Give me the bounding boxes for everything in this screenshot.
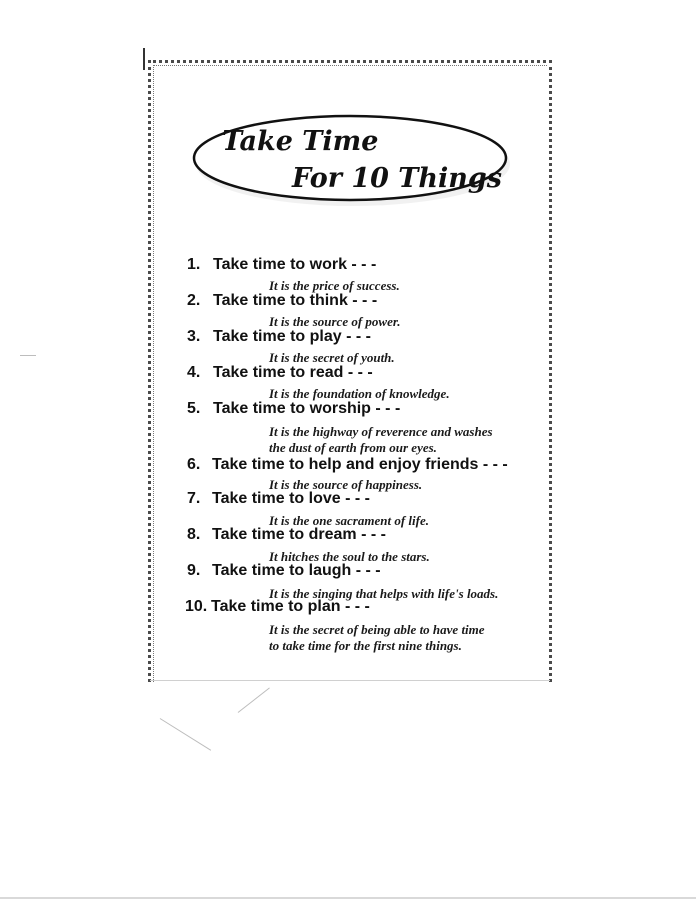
item-number: 1. (187, 256, 201, 273)
item-number: 5. (187, 400, 201, 417)
item-explanation: It hitches the soul to the stars. (269, 549, 430, 564)
item-number: 9. (187, 562, 201, 579)
scan-mark (20, 355, 36, 356)
item-heading: Take time to plan - - - (211, 598, 370, 615)
frame-corner-tick (143, 48, 145, 70)
item-heading: Take time to think - - - (213, 292, 378, 309)
title-line-2: For 10 Things (292, 163, 502, 194)
item-explanation: It is the highway of reverence and washes (269, 424, 493, 439)
item-explanation: It is the price of success. (269, 278, 400, 293)
item-explanation: It is the singing that helps with life's loads. (269, 586, 499, 601)
item-heading: Take time to work - - - (213, 256, 377, 273)
item-number: 8. (187, 526, 201, 543)
item-explanation: to take time for the first nine things. (269, 638, 462, 653)
item-explanation: the dust of earth from our eyes. (269, 440, 437, 455)
item-number: 4. (187, 364, 201, 381)
item-explanation: It is the foundation of knowledge. (269, 386, 450, 401)
item-heading: Take time to love - - - (212, 490, 370, 507)
border-bottom-edge (150, 680, 550, 681)
item-number: 7. (187, 490, 201, 507)
scan-mark (238, 687, 270, 712)
item-explanation: It is the source of power. (269, 314, 401, 329)
item-explanation: It is the secret of youth. (269, 350, 395, 365)
title-oval (190, 110, 512, 210)
item-heading: Take time to play - - - (213, 328, 371, 345)
item-heading: Take time to read - - - (213, 364, 373, 381)
item-number: 10. (185, 598, 208, 615)
item-heading: Take time to laugh - - - (212, 562, 381, 579)
item-heading: Take time to dream - - - (212, 526, 386, 543)
item-heading: Take time to worship - - - (213, 400, 401, 417)
item-number: 3. (187, 328, 201, 345)
item-explanation: It is the secret of being able to have time (269, 622, 485, 637)
scan-mark (0, 897, 696, 899)
scan-mark (160, 718, 211, 751)
item-number: 2. (187, 292, 201, 309)
item-explanation: It is the one sacrament of life. (269, 513, 429, 528)
item-number: 6. (187, 456, 201, 473)
item-heading: Take time to help and enjoy friends - - - (212, 456, 508, 473)
item-explanation: It is the source of happiness. (269, 477, 423, 492)
title-line-1: Take Time (222, 126, 379, 157)
